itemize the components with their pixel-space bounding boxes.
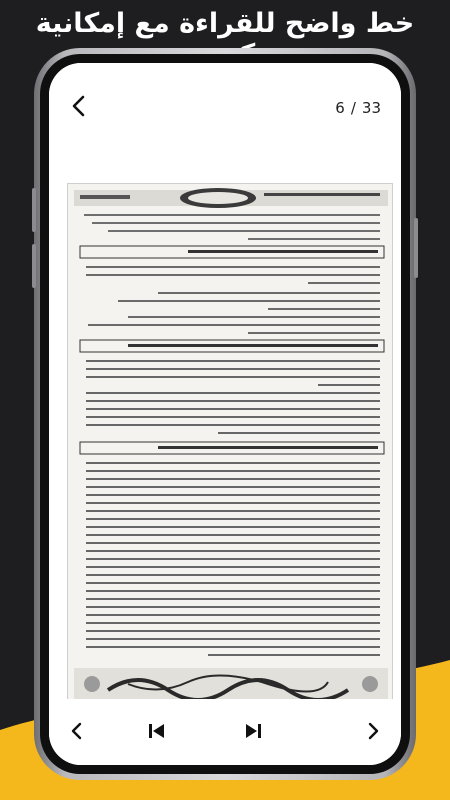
- chevron-right-icon: [359, 717, 387, 745]
- volume-down-button: [32, 244, 36, 288]
- document-page[interactable]: [67, 183, 393, 733]
- volume-up-button: [32, 188, 36, 232]
- app-screen: [49, 63, 401, 765]
- current-page: 6: [335, 99, 345, 117]
- page-counter: [335, 99, 381, 117]
- power-button: [414, 218, 418, 278]
- page-separator: /: [350, 99, 356, 117]
- prev-page-button[interactable]: [63, 717, 91, 745]
- phone-frame: [34, 48, 416, 780]
- chevron-left-icon: [63, 717, 91, 745]
- last-page-button[interactable]: [239, 717, 267, 745]
- back-button[interactable]: [67, 93, 93, 119]
- promo-title: خط واضح للقراءة مع إمكانية: [35, 8, 415, 39]
- first-page-button[interactable]: [143, 717, 171, 745]
- viewer-topbar: [49, 63, 401, 139]
- phone-bezel: [40, 54, 410, 774]
- chevron-left-icon: [67, 93, 93, 119]
- viewer-bottombar: [49, 699, 401, 765]
- skip-back-icon: [143, 717, 171, 745]
- total-pages: 33: [361, 99, 381, 117]
- scanned-page-image: [68, 184, 393, 733]
- next-page-button[interactable]: [359, 717, 387, 745]
- skip-forward-icon: [239, 717, 267, 745]
